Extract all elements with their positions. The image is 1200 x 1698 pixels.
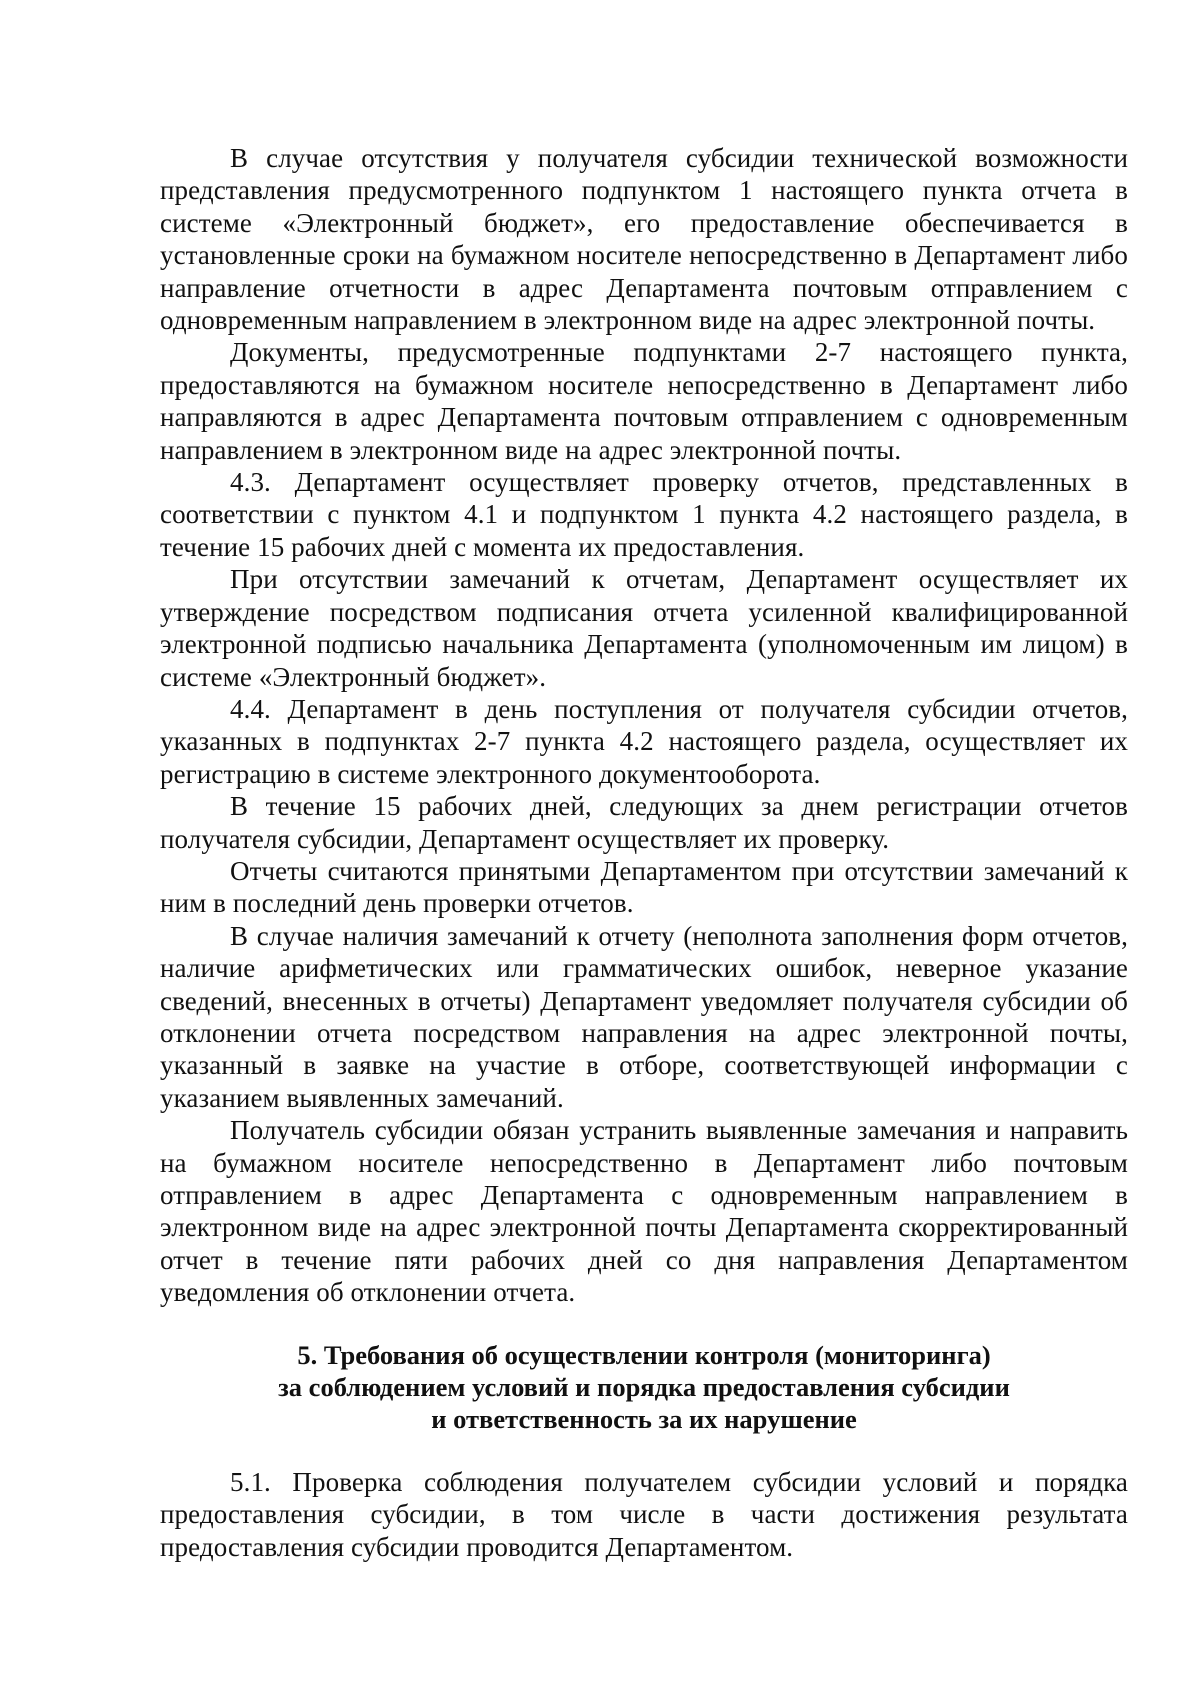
paragraph: При отсутствии замечаний к отчетам, Департамент осуществляет их утверждение посредством подписания отчета усиленной квалифицированной электронной подписью начальника Департамента (уполномоченным им лицом) в системе «Электронный бюджет». [160, 564, 1128, 692]
paragraph: Отчеты считаются принятыми Департаментом при отсутствии замечаний к ним в последний день проверки отчетов. [160, 855, 1128, 919]
section-heading-line: и ответственность за их нарушение [431, 1404, 857, 1435]
section-heading-line: за соблюдением условий и порядка предоставления субсидии [278, 1372, 1010, 1403]
paragraph: Получатель субсидии обязан устранить выявленные замечания и направить на бумажном носителе непосредственно в Департамент либо почтовым отправлением в адрес Департамента с одновременным направлением в электронном виде на адрес электронной почты Департамента скорректированный отчет в течение пяти рабочих дней со дня направления Департаментом уведомления об отклонении отчета. [160, 1115, 1128, 1308]
paragraph: Документы, предусмотренные подпунктами 2-7 настоящего пункта, предоставляются на бумажном носителе непосредственно в Департамент либо направляются в адрес Департамента почтовым отправлением с одновременным направлением в электронном виде на адрес электронной почты. [160, 337, 1128, 465]
paragraph: В случае наличия замечаний к отчету (неполнота заполнения форм отчетов, наличие арифметических или грамматических ошибок, неверное указание сведений, внесенных в отчеты) Департамент уведомляет получателя субсидии об отклонении отчета посредством направления на адрес электронной почты, указанный в заявке на участие в отборе, соответствующей информации с указанием выявленных замечаний. [160, 920, 1128, 1113]
paragraph: 5.1. Проверка соблюдения получателем субсидии условий и порядка предоставления субсидии, в том числе в части достижения результата предоставления субсидии проводится Департаментом. [160, 1466, 1128, 1562]
section-heading [160, 1339, 1128, 1436]
paragraph: 4.4. Департамент в день поступления от получателя субсидии отчетов, указанных в подпунктах 2-7 пункта 4.2 настоящего раздела, осуществляет их регистрацию в системе электронного документооборота. [160, 693, 1128, 789]
paragraph: 4.3. Департамент осуществляет проверку отчетов, представленных в соответствии с пунктом 4.1 и подпунктом 1 пункта 4.2 настоящего раздела, в течение 15 рабочих дней с момента их предоставления. [160, 467, 1128, 562]
document-page [160, 142, 1128, 1563]
paragraph: В течение 15 рабочих дней, следующих за днем регистрации отчетов получателя субсидии, Департамент осуществляет их проверку. [160, 791, 1128, 854]
section-heading-line: 5. Требования об осуществлении контроля (мониторинга) [297, 1339, 991, 1370]
paragraph: В случае отсутствия у получателя субсидии технической возможности представления предусмотренного подпунктом 1 настоящего пункта отчета в системе «Электронный бюджет», его предоставление обеспечивается в установленные сроки на бумажном носителе непосредственно в Департамент либо направление отчетности в адрес Департамента почтовым отправлением с одновременным направлением в электронном виде на адрес электронной почты. [160, 143, 1128, 336]
